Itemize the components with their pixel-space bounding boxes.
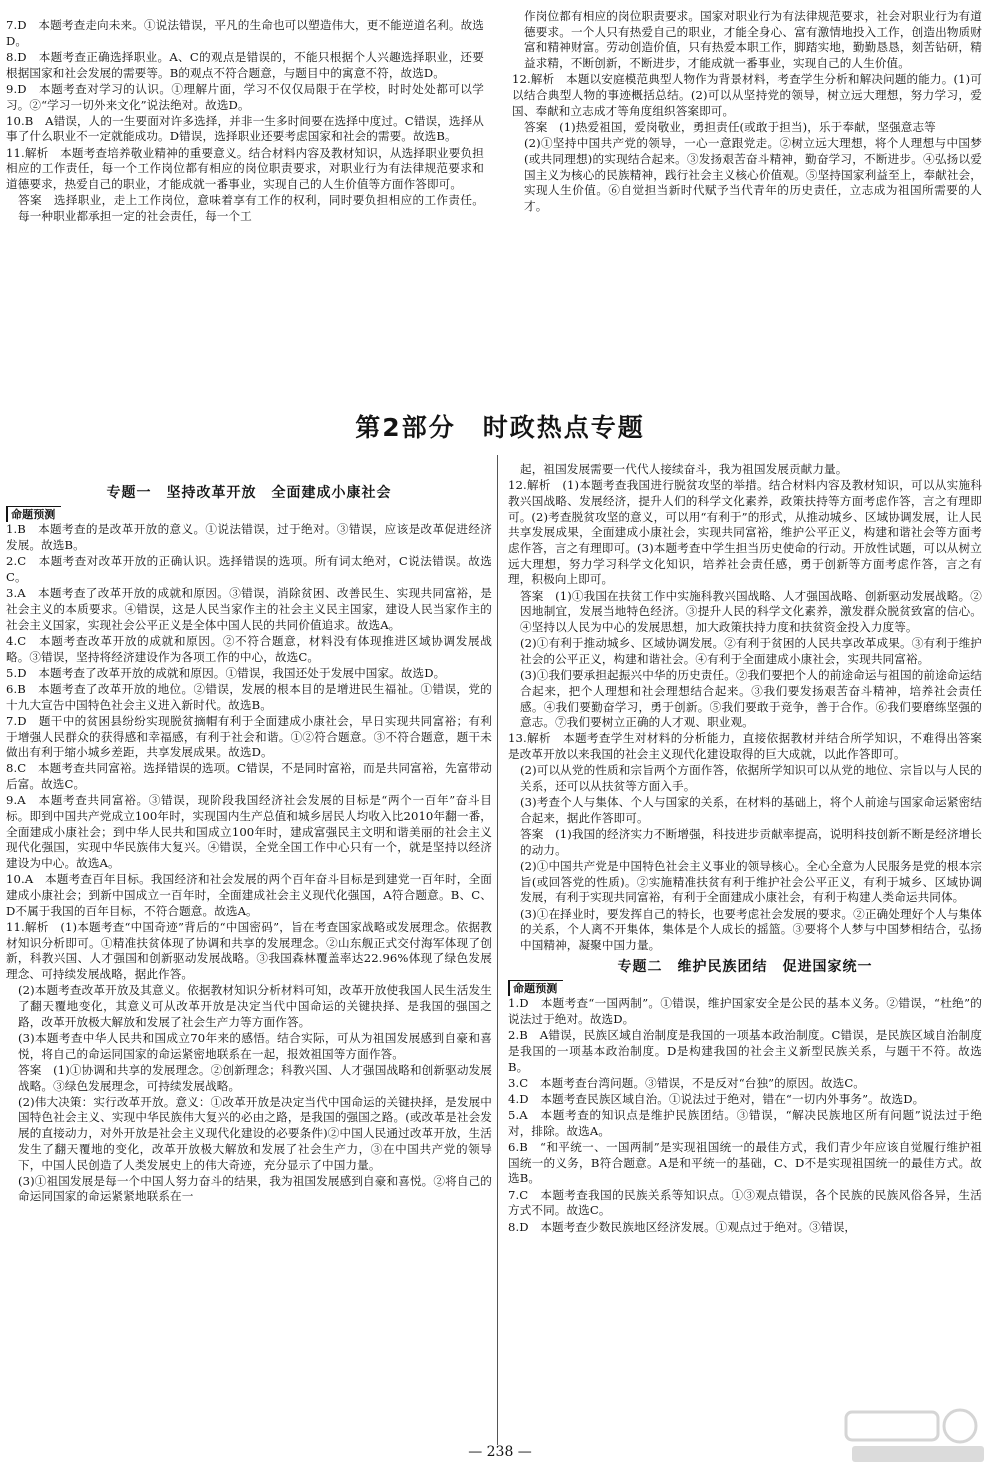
answer-item: 12.解析 (1)本题考查我国进行脱贫攻坚的举措。结合材料内容及教材知识，可以从实施科教兴国战略、发展经济，提升人们的科学文化素养，政策扶持等方面考虑作答，言之有理即可。(2)考查脱贫攻坚的意义，可以用“有利于”的形式，从推动城乡、区域协调发展，让人民共享发展成果，全面建成小康社会，实现共同富裕，维护公平正义，构建和谐社会等方面考虑作答，言之有理即可。(3)本题考查中学生担当历史使命的行动。开放性试题，可以从树立远大理想，努力学习科学文化知识，培养社会责任感，勇于创新等方面考虑作答，言之有理，积极向上即可。 <box>508 478 982 587</box>
answer-item: 13.解析 本题考查学生对材料的分析能力，直接依据教材并结合所学知识，不难得出答案是改革开放以来我国的社会主义现代化建设取得的巨大成就，以此作答即可。 <box>508 731 982 762</box>
answer-item: 2.B A错误，民族区域自治制度是我国的一项基本政治制度。C错误，是民族区域自治制度是我国的一项基本政治制度。D是构建我国的社会主义新型民族关系，与题干不符。故选B。 <box>508 1028 982 1074</box>
answer-item: 4.D 本题考查民族区域自治。①说法过于绝对，错在“一切内外事务”。故选D。 <box>508 1091 925 1106</box>
answer-item: 10.B A错误，人的一生要面对许多选择，并非一生多时间要在选择中度过。C错误，选择从事了什么职业不一定就能成功。D错误，选择职业还要考虑国家和社会的需要。故选B。 <box>6 113 484 144</box>
answer-item: 答案 (1)①协调和共享的发展理念。②创新理念；科教兴国、人才强国战略和创新驱动发展战略。③绿色发展理念，可持续发展战略。 <box>18 1062 492 1093</box>
answer-item: 9.A 本题考查共同富裕。③错误，现阶段我国经济社会发展的目标是“两个一百年”奋斗目标。即到中国共产党成立100年时，实现国内生产总值和城乡居民人均收入比2010年翻一番，全面建成小康社会；到中华人民共和国成立100年时，建成富强民主文明和谐美丽的社会主义现代化强国，实现中华民族伟大复兴。④错误，全党全国工作中心只有一个，就是坚持以经济建设为中心。故选A。 <box>6 793 492 871</box>
answer-item: 11.解析 本题考查培养敬业精神的重要意义。结合材料内容及教材知识，从选择职业要负担相应的工作责任，每一个工作岗位都有相应的岗位职责要求，对职业行为有法律规范要求和道德要求，热爱自己的职业，才能成就一番事业，实现自己的人生价值等方面作答即可。 <box>6 145 484 192</box>
answer-item: 答案 (1)我国的经济实力不断增强，科技进步贡献率提高，说明科技创新不断是经济增长的动力。 <box>520 827 982 857</box>
answer-item: 2.C 本题考查对改革开放的正确认识。选择错误的选项。所有词太绝对，C说法错误。故选C。 <box>6 554 492 585</box>
answer-item: 11.解析 (1)本题考查“中国奇迹”背后的“中国密码”，旨在考查国家战略或发展理念。依据教材知识分析即可。①精准扶贫体现了协调和共享的发展理念。②山东舰正式交付海军体现了创新，科教兴国、人才强国和创新驱动发展战略。③我国森林覆盖率达22.96%体现了绿色发展理念、可持续发展战略，据此作答。 <box>6 919 492 982</box>
answer-item: 答案 (1)①我国在扶贫工作中实施科教兴国战略、人才强国战略、创新驱动发展战略。②因地制宜，发展当地特色经济。③提升人民的科学文化素养，激发群众脱贫致富的信心。④坚持以人民为中心的发展思想，加大政策扶持力度和扶贫资金投入力度等。 <box>520 588 982 635</box>
answer-item: 6.B “和平统一、一国两制”是实现祖国统一的最佳方式，我们青少年应该自觉履行维护祖国统一的义务，B符合题意。A是和平统一的基础，C、D不是实现祖国统一的最佳方式。故选B。 <box>508 1140 982 1186</box>
section-label: 命题预测 <box>6 506 61 523</box>
answer-item: (3)①祖国发展是每一个中国人努力奋斗的结果，我为祖国发展感到自豪和喜悦。②将自己的命运同国家的命运紧紧地联系在一 <box>18 1173 492 1204</box>
answer-item: (2)本题考查改革开放及其意义。依据教材知识分析材料可知，改革开放使我国人民生活发生了翻天覆地变化，其意义可从改革开放是决定当代中国命运的关键抉择、是我国的强国之路，改革开放极大解放和发展了社会生产力等方面作答。 <box>18 983 492 1029</box>
topic1-column <box>6 484 492 1206</box>
top-left-column <box>6 18 484 225</box>
topic2-title: 专题二 维护民族团结 促进国家统一 <box>617 958 873 975</box>
answer-item: (3)考查个人与集体、个人与国家的关系，在材料的基础上，将个人前途与国家命运紧密结合起来，据此作答即可。 <box>520 795 982 825</box>
answer-item: 7.D 本题考查走向未来。①说法错误，平凡的生命也可以塑造伟大，更不能逆道名利。故选D。 <box>6 18 484 48</box>
answer-item: 10.A 本题考查百年目标。我国经济和社会发展的两个百年奋斗目标是到建党一百年时，全面建成小康社会；到新中国成立一百年时，全面建成社会主义现代化强国，A符合题意。B、C、D不属于我国的百年目标，不符合题意。故选A。 <box>6 872 492 918</box>
answer-item: 9.D 本题考查对学习的认识。①理解片面，学习不仅仅局限于在学校，时时处处都可以学习。②“学习一切外来文化”说法绝对。故选D。 <box>6 81 484 112</box>
answer-item: (2)可以从党的性质和宗旨两个方面作答，依据所学知识可以从党的地位、宗旨以与人民的关系，还可以从扶贫等方面入手。 <box>520 763 982 794</box>
answer-item: 作岗位都有相应的岗位职责要求。国家对职业行为有法律规范要求，社会对职业行为有道德要求。一个人只有热爱自己的职业，才能全身心、富有激情地投入工作，创造出物质财富和精神财富。劳动创造价值，只有热爱本职工作，脚踏实地，勤勤恳恳，刻苦钻研，精益求精，不断创新，不断进步，才能成就一番事业，实现自己的人生价值。 <box>524 9 982 71</box>
answer-item: (2)伟大决策：实行改革开放。意义：①改革开放是决定当代中国命运的关键抉择，是发展中国特色社会主义、实现中华民族伟大复兴的必由之路，是我国的强国之路。(或改革是社会发展的直接动力，对外开放是社会主义现代化建设的必要条件)②中国人民通过改革开放，生活发生了翻天覆地的变化，改革开放极大解放和发展了社会生产力，③在中国共产党的领导下，中国人民创造了人类发展史上的伟大奇迹，充分显示了中国力量。 <box>18 1094 492 1172</box>
column-divider <box>497 455 498 1445</box>
answer-item: (3)本题考查中华人民共和国成立70年来的感悟。结合实际，可从为祖国发展感到自豪和喜悦，将自己的命运同国家的命运紧密地联系在一起，报效祖国等方面作答。 <box>18 1030 492 1061</box>
topic1-title: 专题一 坚持改革开放 全面建成小康社会 <box>106 485 392 501</box>
answer-item: (2)①坚持中国共产党的领导，一心一意跟党走。②树立远大理想，将个人理想与中国梦(或共同理想)的实现结合起来。③发扬艰苦奋斗精神，勤奋学习，不断进步。④弘扬以爱国主义为核心的民族精神，践行社会主义核心价值观。⑤坚持国家利益至上，奉献社会，实现人生价值。⑥自觉担当新时代赋予当代青年的历史责任，立志成为祖国所需要的人才。 <box>524 136 982 213</box>
section-label: 命题预测 <box>508 980 563 997</box>
answer-item: 1.B 本题考查的是改革开放的意义。①说法错误，过于绝对。③错误，应该是改革促进经济发展。故选B。 <box>6 522 492 553</box>
answer-item: 3.C 本题考查台湾问题。③错误，不是反对“台独”的原因。故选C。 <box>508 1075 865 1090</box>
answer-item: 起，祖国发展需要一代代人接续奋斗，我为祖国发展贡献力量。 <box>520 462 848 476</box>
answer-item: (2)①中国共产党是中国特色社会主义事业的领导核心。全心全意为人民服务是党的根本宗旨(或回答党的性质)。②实施精准扶贫有利于维护社会公平正义，有利于城乡、区域协调发展，有利于实现共同富裕，有利于全面建成小康社会，有利于构建人类命运共同体。 <box>520 859 982 905</box>
page-number: — 238 — <box>468 1444 532 1460</box>
answer-item: 5.D 本题考查了改革开放的成就和原因。①错误，我国还处于发展中国家。故选D。 <box>6 665 446 680</box>
answer-item: 5.A 本题考查的知识点是维护民族团结。③错误，“解决民族地区所有问题”说法过于绝对，排除。故选A。 <box>508 1108 982 1138</box>
answer-item: 8.D 本题考查少数民族地区经济发展。①观点过于绝对。③错误， <box>508 1219 857 1234</box>
answer-item: 6.B 本题考查了改革开放的地位。②错误，发展的根本目的是增进民生福祉。①错误，党的十九大宣告中国特色社会主义进入新时代。故选B。 <box>6 681 492 712</box>
answer-item: 4.C 本题考查改革开放的成就和原因。②不符合题意，材料没有体现推进区域协调发展战略。③错误，坚持将经济建设作为各项工作的中心，故选C。 <box>6 633 492 664</box>
part-title: 第2部分 时政热点专题 <box>355 413 645 442</box>
top-right-column <box>512 9 982 215</box>
answer-item: 7.D 题干中的贫困县纷纷实现脱贫摘帽有利于全面建成小康社会，早日实现共同富裕；有利于增强人民群众的获得感和幸福感，有利于社会和谐。①②符合题意。③不符合题意，题干未做出有利于缩小城乡差距，共享发展成果。故选D。 <box>6 713 492 760</box>
answer-item: 1.D 本题考查“一国两制”。①错误，维护国家安全是公民的基本义务。②错误，“杜绝”的说法过于绝对。故选D。 <box>508 996 982 1026</box>
answer-item: 7.C 本题考查我国的民族关系等知识点。①③观点错误，各个民族的民族风俗各异，生活方式不同。故选C。 <box>508 1187 982 1218</box>
answer-item: (3)①我们要承担起振兴中华的历史责任。②我们要把个人的前途命运与祖国的前途命运结合起来，把个人理想和社会理想结合起来。③我们要发扬艰苦奋斗精神，培养社会责任感。④我们要勤奋学习，勇于创新。⑤我们要敢于竞争，善于合作。⑥我们要磨练坚强的意志。⑦我们要树立正确的人才观、职业观。 <box>520 668 982 730</box>
answer-item: 12.解析 本题以安庭模范典型人物作为背景材料，考查学生分析和解决问题的能力。(1)可以结合典型人物的事迹概括总结。(2)可以从坚持党的领导，树立远大理想，努力学习，爱国、奉献和立志成才等角度组织答案即可。 <box>512 72 982 118</box>
answer-item: (3)①在择业时，要发挥自己的特长，也要考虑社会发展的要求。②正确处理好个人与集体的关系，个人离不开集体，集体是个人成长的摇篮。③要将个人梦与中国梦相结合，弘扬中国精神，凝聚中国力量。 <box>520 906 982 953</box>
answer-item: 8.C 本题考查共同富裕。选择错误的选项。C错误，不是同时富裕，而是共同富裕，先富带动后富。故选C。 <box>6 761 492 792</box>
topic2-section <box>508 980 982 997</box>
answer-item: 3.A 本题考查了改革开放的成就和原因。③错误，消除贫困、改善民生、实现共同富裕，是社会主义的本质要求。④错误，这是人民当家作主的社会主义民主国家，建设人民当家作主的社会主义国家，实现社会公平正义是全体中国人民的共同价值追求。故选A。 <box>6 586 492 632</box>
answer-item: (2)①有利于推动城乡、区域协调发展。②有利于贫困的人民共享改革成果。③有利于维护社会的公平正义，构建和谐社会。④有利于全面建成小康社会，实现共同富裕。 <box>520 636 982 666</box>
answer-item: 8.D 本题考查正确选择职业。A、C的观点是错误的，不能只根据个人兴趣选择职业，还要根据国家和社会发展的需要等。B的观点不符合题意，与题目中的寓意不符，故选D。 <box>6 49 484 80</box>
topic1-section <box>6 506 492 523</box>
watermark-logo <box>842 1404 992 1466</box>
answer-item: 答案 选择职业，走上工作岗位，意味着享有工作的权利，同时要负担相应的工作责任。每一种职业都承担一定的社会责任，每一个工 <box>18 193 484 223</box>
bottom-right-column <box>508 462 982 1236</box>
answer-item: 答案 (1)热爱祖国，爱岗敬业，勇担责任(或敢于担当)，乐于奉献，坚强意志等 <box>524 119 936 134</box>
